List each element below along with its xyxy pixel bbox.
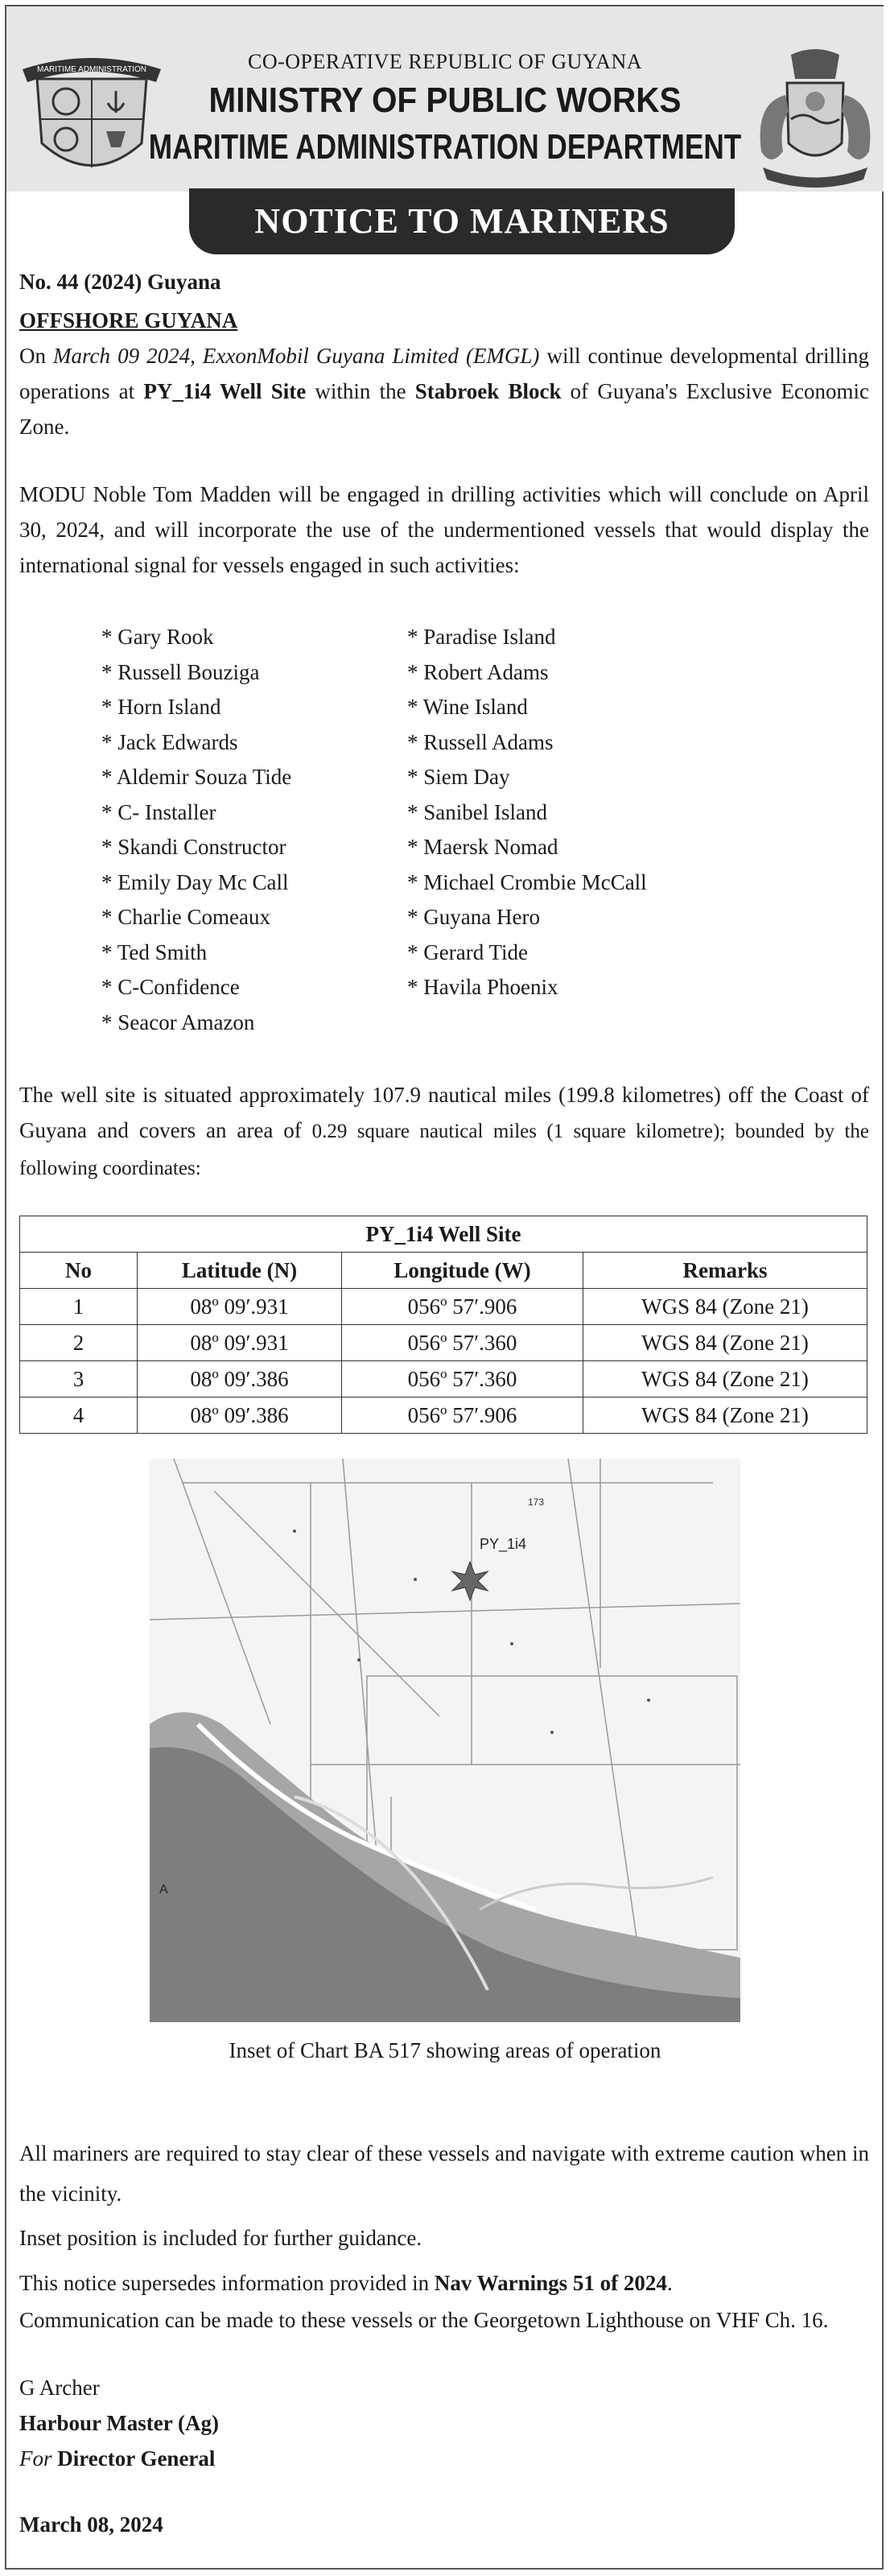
notice-title-banner: NOTICE TO MARINERS <box>189 188 735 254</box>
guyana-coat-of-arms-icon <box>747 47 884 192</box>
header-latitude: Latitude (N) <box>138 1253 342 1289</box>
letterhead <box>6 6 884 192</box>
signatory-name: G Archer <box>19 2376 100 2400</box>
vessel-list-item: * Siem Day <box>407 765 510 789</box>
vessel-list-item: * Seacor Amazon <box>101 1009 255 1034</box>
vessel-list-item: * Russell Bouziga <box>101 659 260 684</box>
signatory-for: For Director General <box>19 2446 216 2471</box>
vessel-list-item: * Charlie Comeaux <box>101 905 270 929</box>
notice-number: No. 44 (2024) Guyana <box>19 270 221 294</box>
vessel-list-item: * Aldemir Souza Tide <box>101 765 292 789</box>
vessel-list-item: * Sanibel Island <box>407 799 547 824</box>
department-line: MARITIME ADMINISTRATION DEPARTMENT <box>148 127 742 167</box>
header-no: No <box>20 1253 138 1289</box>
vessel-list-item: * Gary Rook <box>101 625 214 649</box>
table-row: 3 08º 09′.386 056º 57′.360 WGS 84 (Zone 21) <box>20 1361 867 1397</box>
communication-note: Communication can be made to these vessels or the Georgetown Lighthouse on VHF Ch. 16. <box>19 2308 829 2332</box>
vessel-list-item: * Maersk Nomad <box>407 835 558 859</box>
caution-paragraph: All mariners are required to stay clear of these vessels and navigate with extreme caution when in the vicinity. <box>19 2141 869 2206</box>
chart-grid-label: 173 <box>528 1496 545 1508</box>
notice-date: March 08, 2024 <box>19 2512 163 2537</box>
vessel-list-item: * C-Confidence <box>101 975 240 999</box>
vessel-list-item: * Michael Crombie McCall <box>407 869 647 894</box>
table-header-row <box>20 1253 867 1289</box>
vessel-list-item: * Jack Edwards <box>101 729 238 754</box>
ministry-line: MINISTRY OF PUBLIC WORKS <box>208 80 682 120</box>
vessel-list-item: * Gerard Tide <box>407 939 528 964</box>
vessel-list-item: * Russell Adams <box>407 729 554 754</box>
coordinates-table <box>19 1216 867 1434</box>
chart-inset-map <box>150 1459 740 2022</box>
svg-text:MARITIME ADMINISTRATION: MARITIME ADMINISTRATION <box>37 65 146 74</box>
signatory-title: Harbour Master (Ag) <box>19 2411 219 2435</box>
well-site-label: PY_1i4 <box>480 1536 527 1552</box>
location-paragraph: The well site is situated approximately 107.9 nautical miles (199.8 kilometres) off the Coast of Guyana and covers an area of 0.29 square nautical miles (1 square kilometre); bounded by the following coordinates: <box>19 1083 869 1179</box>
section-heading: OFFSHORE GUYANA <box>19 308 238 332</box>
vessel-list-item: * Emily Day Mc Call <box>101 869 289 894</box>
chart-edge-letter: A <box>159 1883 168 1897</box>
vessel-list-item: * Robert Adams <box>407 659 549 684</box>
vessel-list-item: * C- Installer <box>101 799 216 824</box>
vessel-list-item: * Horn Island <box>101 695 221 719</box>
republic-line: CO-OPERATIVE REPUBLIC OF GUYANA <box>247 50 643 73</box>
header-longitude: Longitude (W) <box>342 1253 583 1289</box>
vessel-list-item: * Wine Island <box>407 695 528 719</box>
vessel-list-item: * Guyana Hero <box>407 905 540 929</box>
header-remarks: Remarks <box>583 1253 867 1289</box>
inset-note: Inset position is included for further guidance. <box>19 2226 422 2250</box>
vessel-list-item: * Havila Phoenix <box>407 975 558 999</box>
intro-paragraph: On March 09 2024, ExxonMobil Guyana Limited (EMGL) will continue developmental drilling operations at PY_1i4 Well Site within the Stabroek Block of Guyana's Exclusive Economic Zone. <box>19 344 870 439</box>
table-row: 2 08º 09′.931 056º 57′.360 WGS 84 (Zone 21) <box>20 1325 867 1361</box>
supersedes-note: This notice supersedes information provided in Nav Warnings 51 of 2024. <box>19 2271 673 2295</box>
vessel-list-item: * Skandi Constructor <box>101 835 286 859</box>
drilling-paragraph: MODU Noble Tom Madden will be engaged in drilling activities which will conclude on April 30, 2024, and will incorporate the use of the undermentioned vessels that would display the international signal for vessels engaged in such activities: <box>19 482 869 577</box>
map-caption: Inset of Chart BA 517 showing areas of operation <box>229 2038 661 2062</box>
vessel-list-item: * Ted Smith <box>101 939 208 964</box>
vessel-list-item: * Paradise Island <box>407 625 556 649</box>
table-title: PY_1i4 Well Site <box>20 1216 867 1253</box>
table-row: 1 08º 09′.931 056º 57′.906 WGS 84 (Zone 21) <box>20 1289 867 1325</box>
table-row: 4 08º 09′.386 056º 57′.906 WGS 84 (Zone 21) <box>20 1397 867 1434</box>
